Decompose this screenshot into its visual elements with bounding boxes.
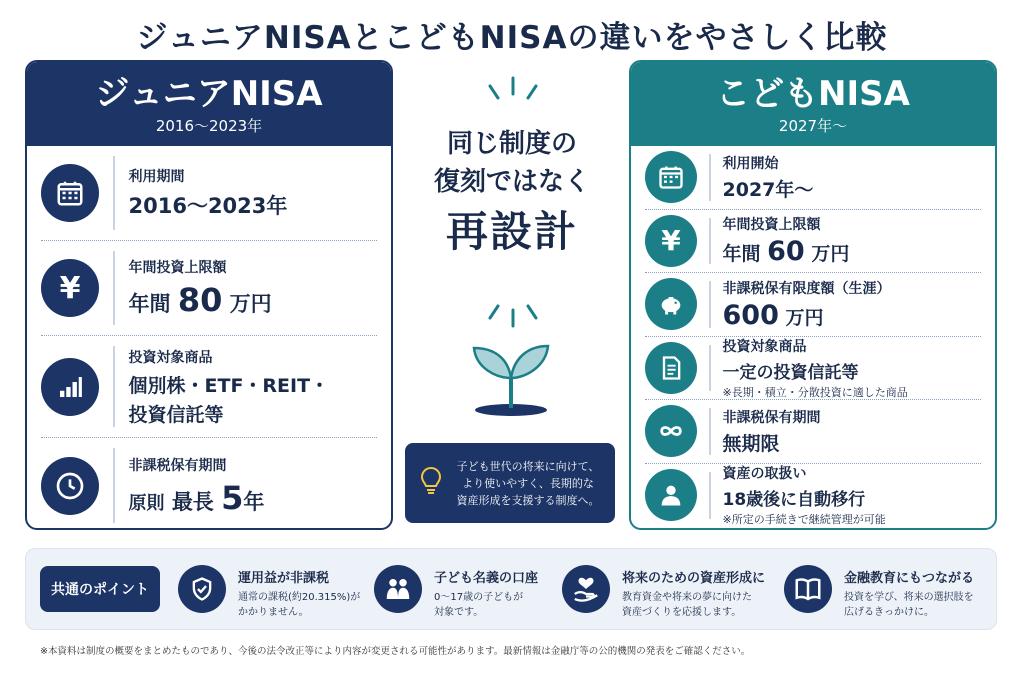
book-icon [784, 565, 832, 613]
row-label: 投資対象商品 [722, 338, 807, 355]
point-desc-1: 教育資金や将来の夢に向けた [622, 592, 752, 603]
common-point-asset-building [562, 561, 765, 621]
row-note: ※所定の手続きで継続管理が可能 [722, 513, 886, 527]
row-value: 2027年～ [722, 178, 814, 201]
center-info-box [405, 443, 615, 523]
yen-icon: ¥ [645, 215, 697, 267]
row-value: 年間 80 万円 [128, 281, 272, 319]
row-value: 一定の投資信託等 [722, 362, 859, 383]
piggy-bank-icon [645, 278, 697, 330]
point-desc-1: 通常の課税(約20.315%)が [238, 592, 361, 603]
common-point-financial-education [784, 561, 974, 621]
row-label: 投資対象商品 [128, 349, 213, 366]
clock-icon [41, 457, 99, 515]
yen-icon: ¥ [41, 259, 99, 317]
sprout-icon [466, 338, 556, 418]
junior-nisa-period: 2016～2023年 [155, 117, 263, 135]
row-value: 600 万円 [722, 299, 824, 331]
kodomo-row-products [645, 337, 981, 401]
center-line-2: 復刻ではなく [433, 167, 590, 197]
sparkle-rays-top [478, 76, 548, 116]
footnote: ※本資料は制度の概要をまとめたものであり、今後の法令改正等により内容が変更される可能性があります。最新情報は金融庁等の公的機関の発表をご確認ください。 [40, 646, 751, 657]
page-title: ジュニアNISAとこどもNISAの違いをやさしく比較 [136, 20, 888, 56]
center-box-line-2: より使いやすく、長期的な [462, 476, 594, 490]
row-value-line1: 個別株・ETF・REIT・ [128, 374, 330, 397]
point-title: 運用益が非課税 [238, 571, 330, 586]
row-value: 年間 60 万円 [722, 236, 850, 268]
common-point-tax-free [178, 561, 360, 621]
junior-nisa-panel [25, 60, 393, 530]
kodomo-nisa-panel [629, 60, 997, 530]
row-label: 年間投資上限額 [722, 217, 821, 234]
common-point-child-account [374, 561, 538, 621]
row-value: 無期限 [722, 432, 780, 455]
heart-hand-icon [562, 565, 610, 613]
center-message [400, 125, 624, 263]
point-title: 将来のための資産形成に [622, 571, 766, 586]
row-label: 非課税保有期間 [722, 409, 821, 426]
common-points-bar [25, 548, 997, 630]
family-icon [374, 565, 422, 613]
kodomo-row-annual-limit [645, 210, 981, 274]
row-value: 2016～2023年 [128, 194, 288, 218]
row-value-line2: 投資信託等 [128, 403, 224, 426]
document-icon [645, 342, 697, 394]
kodomo-row-tax-period [645, 400, 981, 464]
kodomo-row-lifetime-limit [645, 273, 981, 337]
row-label: 年間投資上限額 [128, 260, 227, 276]
junior-row-products [41, 336, 377, 438]
common-points-badge: 共通のポイント [40, 566, 160, 612]
kodomo-row-asset-handling [645, 464, 981, 528]
row-label: 非課税保有限度額（生涯） [722, 280, 891, 297]
sparkle-rays-bottom [478, 292, 548, 330]
row-label: 利用期間 [128, 169, 185, 185]
kodomo-nisa-title: こどもNISA [716, 74, 910, 114]
person-icon [645, 469, 697, 521]
bar-chart-icon [41, 358, 99, 416]
point-desc-2: 対象です。 [434, 607, 484, 618]
point-desc-1: 0～17歳の子どもが [434, 592, 524, 603]
point-desc-2: 資産づくりを応援します。 [622, 607, 742, 618]
shield-check-icon [178, 565, 226, 613]
center-highlight: 再設計 [445, 207, 578, 256]
point-desc-2: 広げるきっかけに。 [844, 607, 934, 618]
row-label: 非課税保有期間 [128, 457, 227, 474]
center-line-1: 同じ制度の [446, 129, 577, 159]
junior-row-tax-period [41, 438, 377, 530]
calendar-icon [41, 164, 99, 222]
kodomo-nisa-period: 2027年～ [778, 117, 848, 135]
point-desc-2: かかりません。 [238, 607, 309, 618]
junior-row-annual-limit [41, 241, 377, 336]
row-value: 18歳後に自動移行 [722, 490, 866, 511]
point-title: 子ども名義の口座 [434, 571, 539, 586]
point-title: 金融教育にもつながる [844, 571, 975, 586]
calendar-icon [645, 151, 697, 203]
row-label: 利用開始 [722, 155, 779, 172]
row-note: ※長期・積立・分散投資に適した商品 [722, 385, 908, 399]
center-box-line-1: 子ども世代の将来に向けて、 [456, 459, 600, 473]
junior-nisa-header [27, 62, 391, 146]
center-box-line-3: 資産形成を支援する制度へ。 [456, 493, 600, 507]
lightbulb-icon [413, 464, 449, 502]
point-desc-1: 投資を学び、将来の選択肢を [844, 592, 974, 603]
row-value: 原則 最長 5年 [128, 478, 265, 517]
junior-row-usage-period [41, 146, 377, 241]
kodomo-nisa-header [631, 62, 995, 146]
row-label: 資産の取扱い [722, 466, 807, 483]
kodomo-row-start [645, 146, 981, 210]
infinity-icon [645, 405, 697, 457]
junior-nisa-title: ジュニアNISA [95, 74, 323, 114]
